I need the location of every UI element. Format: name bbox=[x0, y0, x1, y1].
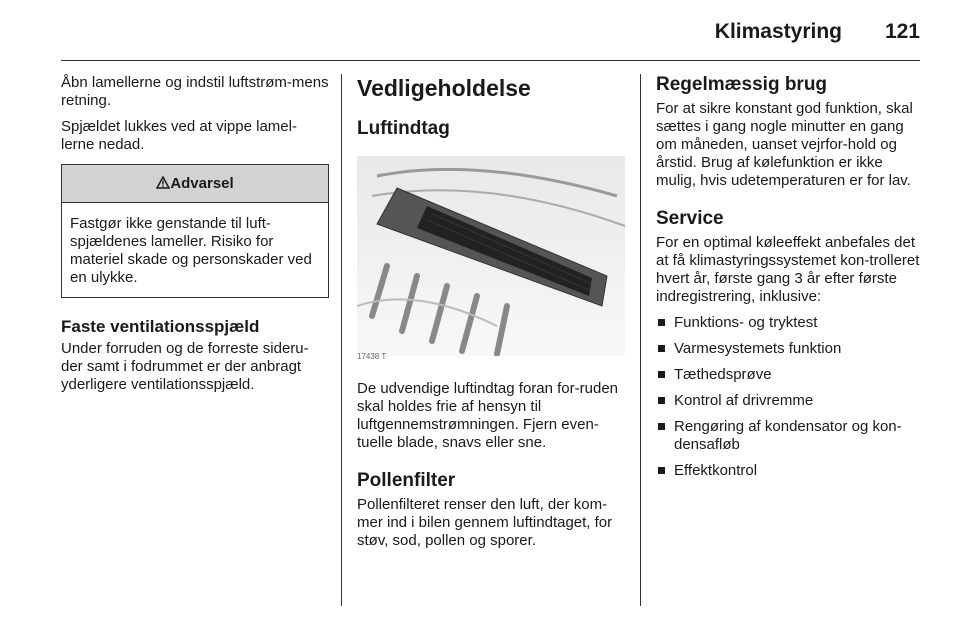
heading-air-intake: Luftindtag bbox=[357, 118, 450, 139]
service-list bbox=[656, 314, 924, 480]
bullet-icon bbox=[658, 319, 665, 326]
heading-regular-use: Regelmæssig brug bbox=[656, 74, 828, 95]
figure-air-intake bbox=[357, 156, 625, 366]
paragraph-regular-use: For at sikre konstant god funktion, skal sættes i gang nogle minutter en gang om måneden, uanset vejrfor-hold og årstid. Brug af kølefunktion er ikke mulig, hvis udetemperaturen er for lav. bbox=[656, 100, 913, 189]
list-item: Kontrol af drivremme bbox=[656, 392, 924, 410]
bullet-icon bbox=[658, 371, 665, 378]
column-right bbox=[656, 74, 924, 488]
warning-triangle-icon bbox=[156, 176, 170, 189]
column-divider-2 bbox=[640, 74, 641, 606]
paragraph-pollen-filter: Pollenfilteret renser den luft, der kom-mer ind i bilen gennem luftindtaget, for støv, sod, pollen og sporer. bbox=[357, 496, 613, 549]
bullet-icon bbox=[658, 467, 665, 474]
page-number: 121 bbox=[884, 20, 920, 43]
header-rule bbox=[61, 60, 920, 61]
bullet-icon bbox=[658, 345, 665, 352]
list-item: Tæthedsprøve bbox=[656, 366, 924, 384]
warning-text: Fastgør ikke genstande til luft-spjældenes lameller. Risiko for materiel skade og personskader ved en ulykke. bbox=[70, 215, 312, 286]
header-title: Klimastyring bbox=[714, 20, 842, 43]
list-item: Funktions- og tryktest bbox=[656, 314, 924, 332]
list-item: Effektkontrol bbox=[656, 462, 924, 480]
heading-fixed-vents: Faste ventilationsspjæld bbox=[61, 317, 260, 336]
paragraph-adjust: Åbn lamellerne og indstil luftstrøm-mens retning. bbox=[61, 74, 329, 109]
heading-maintenance: Vedligeholdelse bbox=[357, 75, 531, 101]
list-item: Rengøring af kondensator og kon-densafløb bbox=[656, 418, 924, 454]
paragraph-fixed-vents: Under forruden og de forreste sideru-der samt i fodrummet er der anbragt yderligere ventilationsspjæld. bbox=[61, 340, 309, 393]
paragraph-close: Spjældet lukkes ved at vippe lamel-lerne nedad. bbox=[61, 118, 297, 153]
warning-box bbox=[61, 164, 329, 298]
air-intake-illustration bbox=[357, 156, 625, 356]
warning-title: Advarsel bbox=[170, 175, 234, 192]
figure-label: 17438 T bbox=[357, 352, 387, 361]
list-item: Varmesystemets funktion bbox=[656, 340, 924, 358]
warning-header bbox=[62, 165, 328, 203]
column-divider-1 bbox=[341, 74, 342, 606]
paragraph-service: For en optimal køleeffekt anbefales det at få klimastyringssystemet kon-trolleret hvert år, første gang 3 år efter første indregistrering, inklusive: bbox=[656, 234, 920, 305]
heading-pollen-filter: Pollenfilter bbox=[357, 470, 456, 491]
column-left bbox=[61, 74, 329, 402]
paragraph-air-intake: De udvendige luftindtag foran for-ruden skal holdes frie af hensyn til luftgennemstrømningen. Fjern even-tuelle blade, snavs eller sne. bbox=[357, 380, 619, 451]
column-middle bbox=[357, 74, 625, 558]
heading-service: Service bbox=[656, 208, 724, 229]
bullet-icon bbox=[658, 397, 665, 404]
bullet-icon bbox=[658, 423, 665, 430]
